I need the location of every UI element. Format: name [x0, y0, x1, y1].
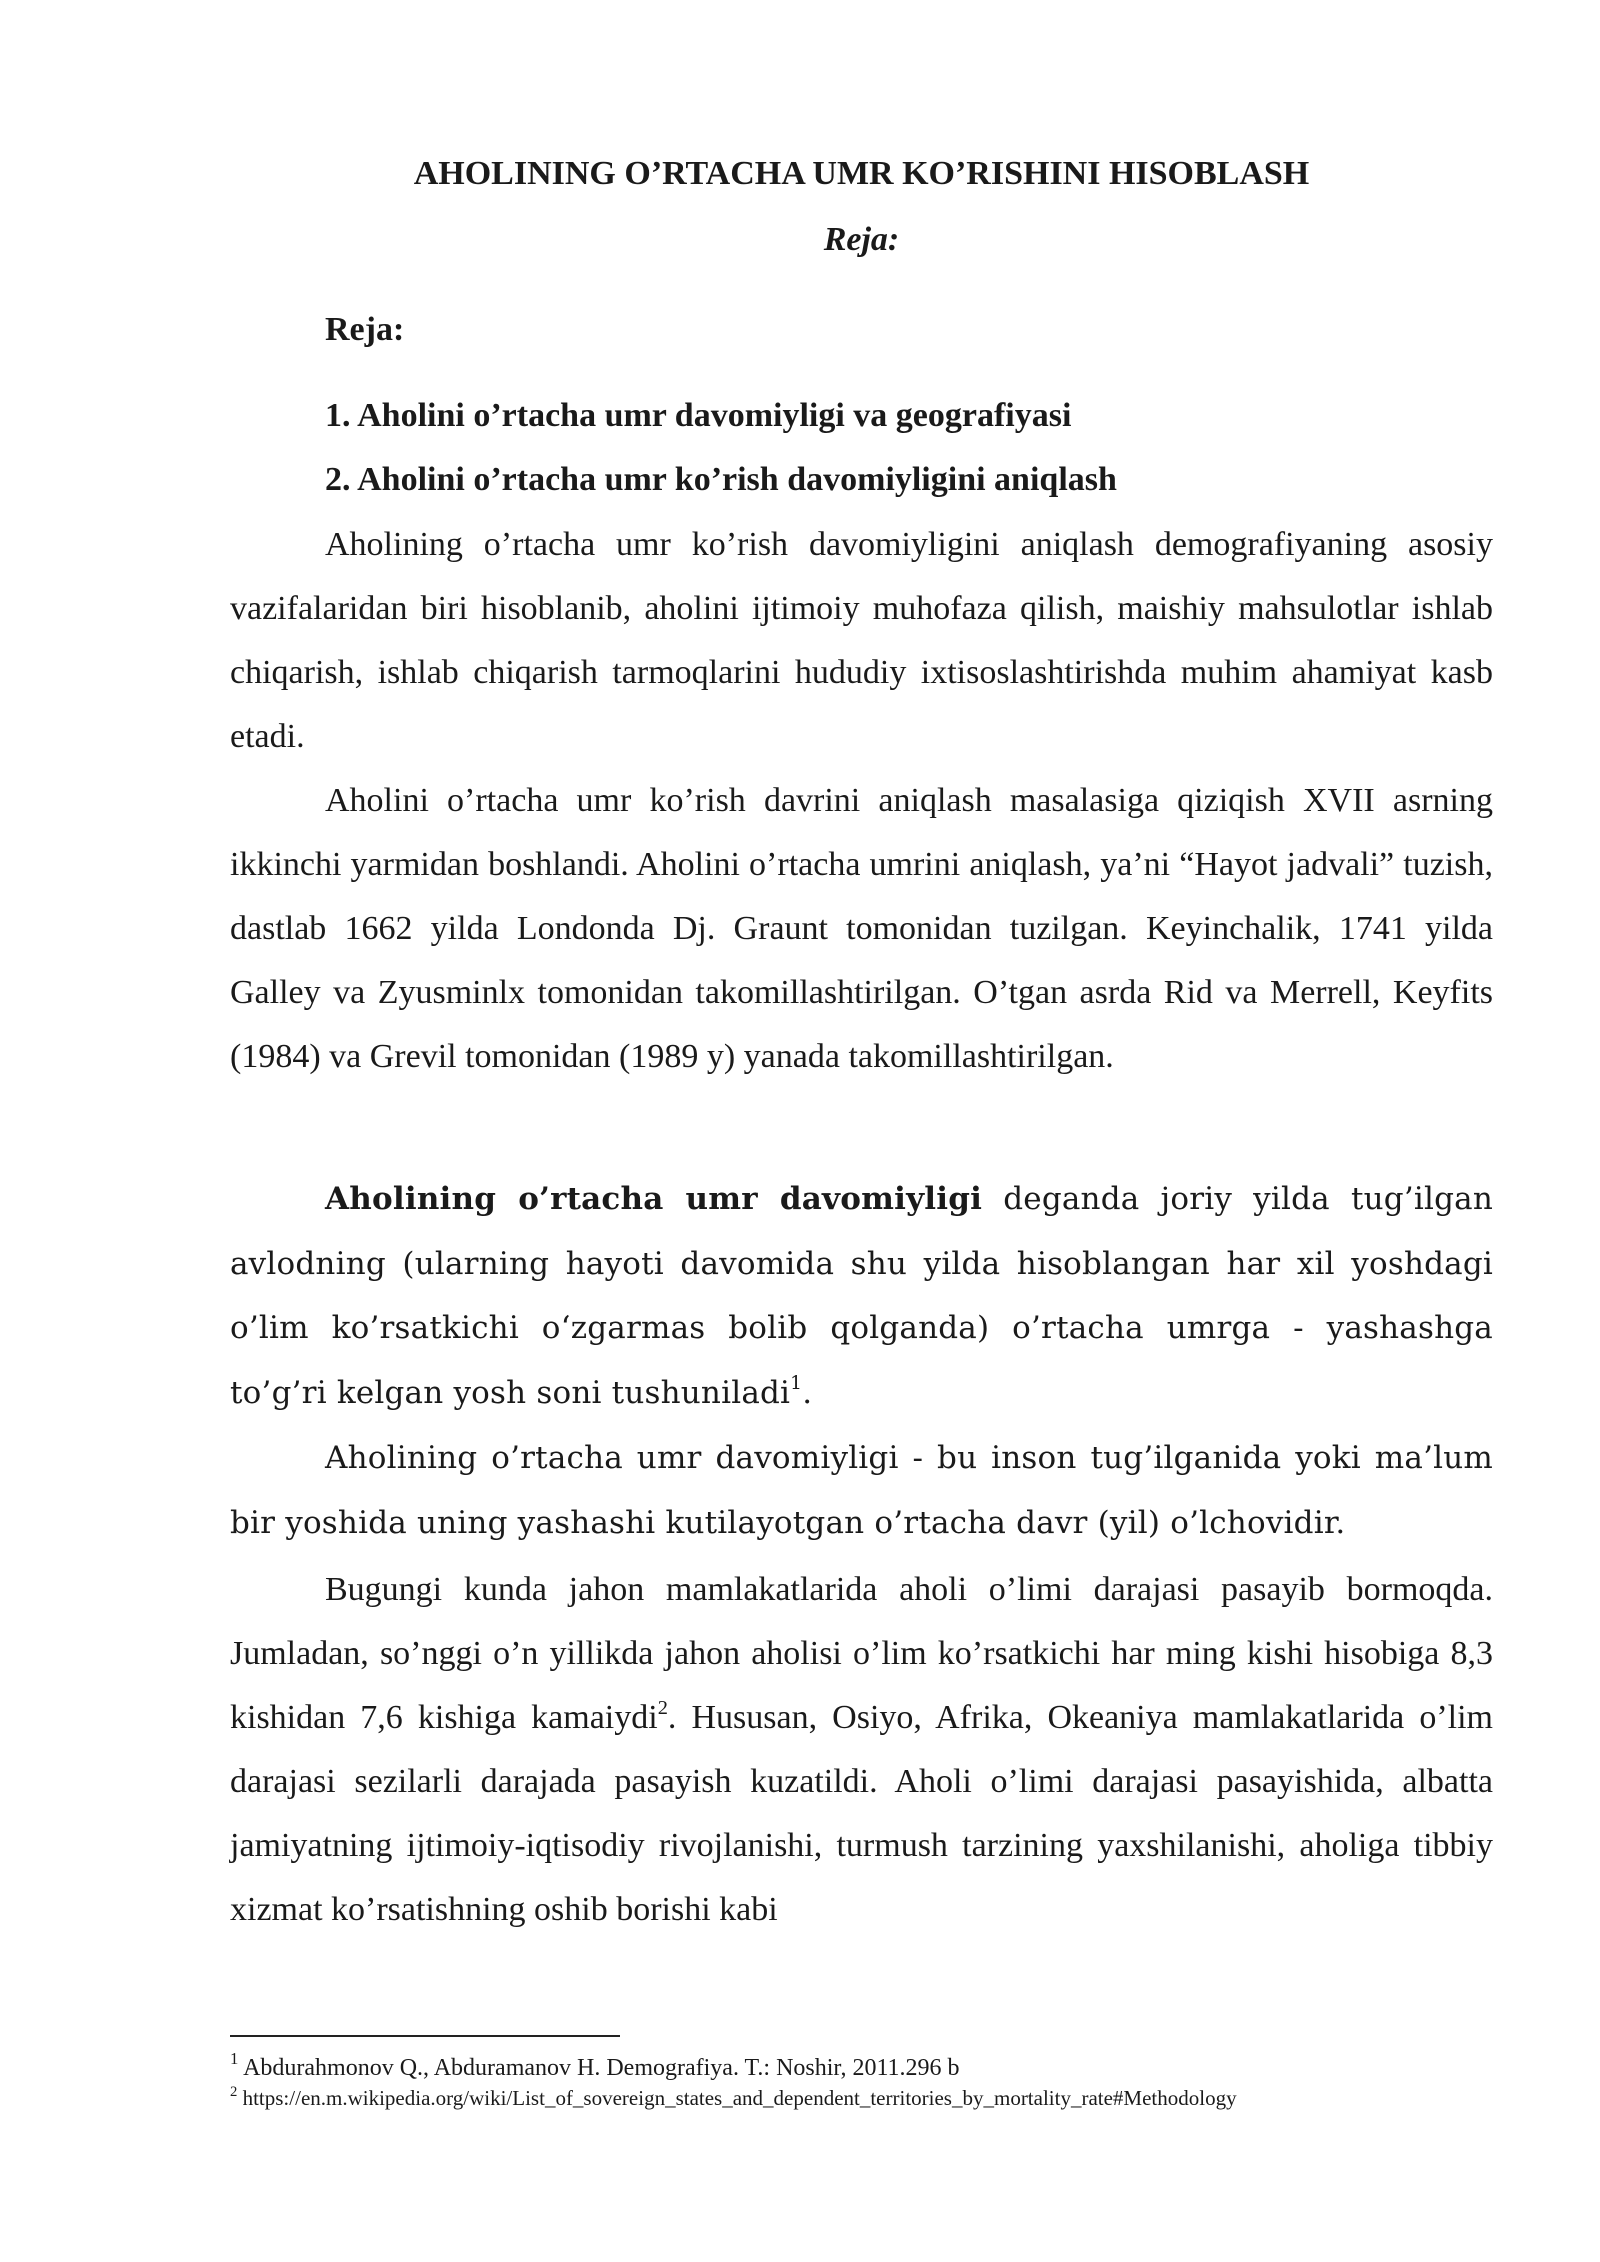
footnote-2 — [230, 2083, 1530, 2113]
footnote-text: Abdurahmonov Q., Abduramanov H. Demografiya. T.: Noshir, 2011.296 b — [238, 2055, 960, 2081]
footnote-ref-2[interactable]: 2 — [657, 1696, 668, 1719]
paragraph-4: Aholining o’rtacha umr davomiyligi - bu inson tug’ilganida yoki ma’lum bir yoshida uning yashashi kutilayotgan o’rtacha davr (yil) o’lchovidir. — [230, 1440, 1493, 1541]
paragraph-1: Aholining o’rtacha umr ko’rish davomiyligini aniqlash demografiyaning asosiy vazifalaridan biri hisoblanib, aholini ijtimoiy muhofaza qilish, maishiy mahsulotlar ishlab chiqarish, ishlab chiqarish tarmoqlarini hududiy ixtisoslashtirishda muhim ahamiyat kasb etadi. — [230, 526, 1493, 755]
plan-label: Reja: — [325, 311, 405, 348]
paragraph-5-text-b: . Hususan, Osiyo, Afrika, Okeaniya mamlakatlarida o’lim darajasi sezilarli darajada pasayish kuzatildi. Aholi o’limi darajasi pasayishida, albatta jamiyatning ijtimoiy-iqtisodiy rivojlanishi, turmush tarzining yaxshilanishi, aholiga tibbiy xizmat ko’rsatishning oshib borishi kabi — [230, 1699, 1493, 1928]
paragraph-2: Aholini o’rtacha umr ko’rish davrini aniqlash masalasiga qiziqish XVII asrning ikkinchi yarmidan boshlandi. Aholini o’rtacha umrini aniqlash, ya’ni “Hayot jadvali” tuzish, dastlab 1662 yilda Londonda Dj. Graunt tomonidan tuzilgan. Keyinchalik, 1741 yilda Galley va Zyusminlx tomonidan takomillashtirilgan. O’tgan asrda Rid va Merrell, Keyfits (1984) va Grevil tomonidan (1989 y) yanada takomillashtirilgan. — [230, 782, 1493, 1075]
plan-item: 1. Aholini o’rtacha umr davomiyligi va geografiyasi — [325, 397, 1072, 434]
plan-item: 2. Aholini o’rtacha umr ko’rish davomiyligini aniqlash — [325, 461, 1117, 498]
footnote-ref-1[interactable]: 1 — [790, 1373, 803, 1395]
footnote-number: 2 — [230, 2083, 238, 2100]
footnote-1 — [230, 2049, 1530, 2083]
paragraph-5-text-a: Bugungi kunda jahon mamlakatlarida aholi o’limi darajasi pasayib bormoqda. Jumladan, so’nggi o’n yillikda jahon aholisi o’lim ko’rsatkichi har ming kishi hisobiga 8,3 kishidan 7,6 kishiga kamaiydi — [230, 1571, 1493, 1736]
paragraph-3 — [230, 1167, 1493, 1425]
term-bold: Aholining o’rtacha umr davomiyligi — [325, 1181, 983, 1217]
footnote-link[interactable]: https://en.m.wikipedia.org/wiki/List_of_sovereign_states_and_dependent_territories_by_mortality_rate#Methodology — [237, 2086, 1237, 2110]
paragraph-5 — [230, 1558, 1493, 1942]
document-title: AHOLINING O’RTACHA UMR KO’RISHINI HISOBLASH — [413, 155, 1310, 192]
paragraph-3-end: . — [802, 1374, 813, 1411]
footnote-number: 1 — [230, 2049, 239, 2069]
footnote-separator — [230, 2035, 620, 2037]
paragraph-3-text: deganda joriy yilda tug’ilgan avlodning (ularning hayoti davomida shu yilda hisoblangan har xil yoshdagi o’lim ko’rsatkichi o‘zgarmas bolib qolganda) o’rtacha umrga - yashashga to’g’ri kelgan yosh soni tushuniladi — [230, 1181, 1493, 1411]
document-subtitle: Reja: — [823, 221, 900, 258]
